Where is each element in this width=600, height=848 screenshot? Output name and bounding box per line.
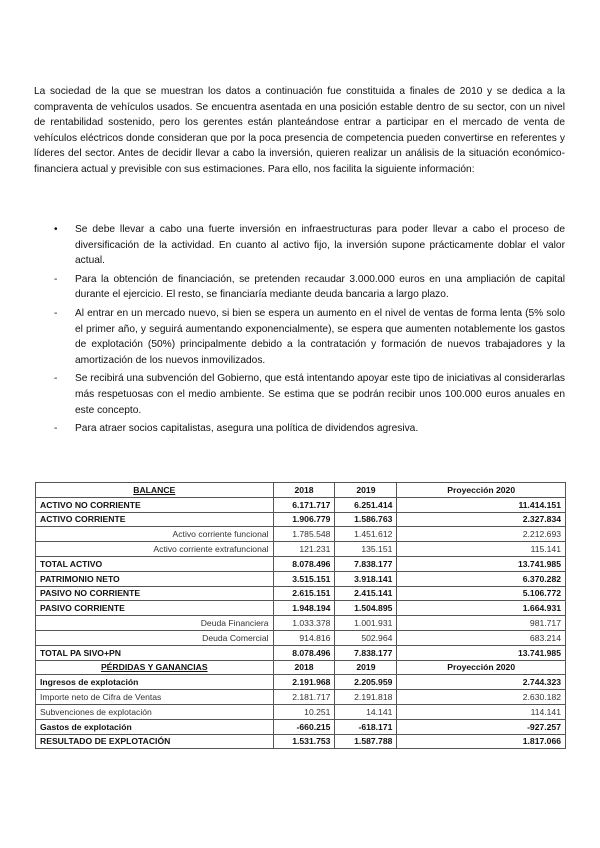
bullet-mark: - bbox=[54, 373, 58, 385]
value-2019: 7.838.177 bbox=[335, 645, 397, 660]
value-2020: 683.214 bbox=[397, 630, 566, 645]
bullet-item bbox=[34, 421, 565, 437]
bullet-text: Se recibirá una subvención del Gobierno, que está intentando apoyar este tipo de iniciativas al considerarlas más respetuosas con el medio ambiente. Se estima que se podrán recibir unos 100.000 euros anuales en este concepto. bbox=[75, 373, 565, 416]
value-2019: -618.171 bbox=[335, 719, 397, 734]
value-2019: 502.964 bbox=[335, 630, 397, 645]
value-2020: 11.414.151 bbox=[397, 497, 566, 512]
value-2020: 115.141 bbox=[397, 542, 566, 557]
value-2019: 2.191.818 bbox=[335, 690, 397, 705]
value-2018: 2.615.151 bbox=[273, 586, 335, 601]
value-2018: 3.515.151 bbox=[273, 571, 335, 586]
table-row bbox=[36, 616, 566, 631]
value-2019: 3.918.141 bbox=[335, 571, 397, 586]
table-row bbox=[36, 497, 566, 512]
row-label: Importe neto de Cifra de Ventas bbox=[36, 690, 274, 705]
value-2019: 7.838.177 bbox=[335, 556, 397, 571]
row-label: Activo corriente funcional bbox=[36, 527, 274, 542]
table-row bbox=[36, 542, 566, 557]
bullet-item bbox=[34, 306, 565, 368]
value-2020: 1.817.066 bbox=[397, 734, 566, 749]
value-2019: 1.586.763 bbox=[335, 512, 397, 527]
row-label: RESULTADO DE EXPLOTACIÓN bbox=[36, 734, 274, 749]
bullet-mark: - bbox=[54, 307, 58, 319]
table-row bbox=[36, 556, 566, 571]
row-label: Activo corriente extrafuncional bbox=[36, 542, 274, 557]
value-2020: 2.744.323 bbox=[397, 675, 566, 690]
value-2019: 1.451.612 bbox=[335, 527, 397, 542]
intro-paragraph: La sociedad de la que se muestran los datos a continuación fue constituida a finales de 2010 y se dedica a la compraventa de vehículos usados. Se encuentra asentada en una posición estable dentro de su sector, con un nivel de rentabilidad sostenido, pero los gerentes están planteándose entrar a participar en el mercado de venta de vehículos eléctricos donde consideran que por la poca presencia de competencia pueden convertirse en referentes y líderes del sector. Antes de decidir llevar a cabo la inversión, quieren realizar un análisis de la situación económico-financiera actual y previsible con sus estimaciones. Para ello, nos facilita la siguiente información: bbox=[34, 86, 565, 175]
value-2018: 1.948.194 bbox=[273, 601, 335, 616]
value-2020: 6.370.282 bbox=[397, 571, 566, 586]
table-row bbox=[36, 734, 566, 749]
bullet-item bbox=[34, 272, 565, 303]
column-header: 2019 bbox=[335, 483, 397, 498]
value-2018: 1.531.753 bbox=[273, 734, 335, 749]
bullet-item bbox=[34, 222, 565, 269]
value-2019: 1.587.788 bbox=[335, 734, 397, 749]
table-row bbox=[36, 704, 566, 719]
column-header: 2019 bbox=[335, 660, 397, 675]
value-2020: 1.664.931 bbox=[397, 601, 566, 616]
row-label: ACTIVO CORRIENTE bbox=[36, 512, 274, 527]
row-label: Deuda Comercial bbox=[36, 630, 274, 645]
row-label: TOTAL PA SIVO+PN bbox=[36, 645, 274, 660]
column-header: Proyección 2020 bbox=[397, 483, 566, 498]
table-row bbox=[36, 601, 566, 616]
column-header: Proyección 2020 bbox=[397, 660, 566, 675]
value-2018: 1.033.378 bbox=[273, 616, 335, 631]
column-header: 2018 bbox=[273, 483, 335, 498]
value-2018: 2.181.717 bbox=[273, 690, 335, 705]
balance-header-row bbox=[36, 483, 566, 498]
table-row bbox=[36, 630, 566, 645]
value-2018: 914.816 bbox=[273, 630, 335, 645]
value-2018: 121.231 bbox=[273, 542, 335, 557]
table-row bbox=[36, 675, 566, 690]
bullet-mark: • bbox=[54, 224, 58, 235]
value-2020: 2.212.693 bbox=[397, 527, 566, 542]
value-2019: 6.251.414 bbox=[335, 497, 397, 512]
value-2020: 13.741.985 bbox=[397, 645, 566, 660]
value-2019: 14.141 bbox=[335, 704, 397, 719]
value-2018: 8.078.496 bbox=[273, 556, 335, 571]
row-label: PASIVO CORRIENTE bbox=[36, 601, 274, 616]
row-label: ACTIVO NO CORRIENTE bbox=[36, 497, 274, 512]
table-row bbox=[36, 690, 566, 705]
value-2019: 1.001.931 bbox=[335, 616, 397, 631]
row-label: Gastos de explotación bbox=[36, 719, 274, 734]
value-2019: 2.415.141 bbox=[335, 586, 397, 601]
value-2018: 1.785.548 bbox=[273, 527, 335, 542]
value-2020: 5.106.772 bbox=[397, 586, 566, 601]
column-header: 2018 bbox=[273, 660, 335, 675]
value-2020: 2.327.834 bbox=[397, 512, 566, 527]
value-2019: 2.205.959 bbox=[335, 675, 397, 690]
bullet-mark: - bbox=[54, 273, 58, 285]
table-row bbox=[36, 512, 566, 527]
value-2018: 2.191.968 bbox=[273, 675, 335, 690]
value-2018: 1.906.779 bbox=[273, 512, 335, 527]
bullet-text: Se debe llevar a cabo una fuerte inversión en infraestructuras para poder llevar a cabo el proceso de diversificación de la actividad. En cuanto al activo fijo, la inversión supone prácticamente doblar el valor actual. bbox=[75, 224, 565, 267]
value-2018: -660.215 bbox=[273, 719, 335, 734]
row-label: Deuda Financiera bbox=[36, 616, 274, 631]
table-row bbox=[36, 571, 566, 586]
financial-table bbox=[35, 482, 566, 749]
value-2020: 981.717 bbox=[397, 616, 566, 631]
bullet-text: Para atraer socios capitalistas, asegura una política de dividendos agresiva. bbox=[75, 423, 419, 435]
table-row bbox=[36, 719, 566, 734]
value-2019: 135.151 bbox=[335, 542, 397, 557]
row-label: TOTAL ACTIVO bbox=[36, 556, 274, 571]
value-2018: 8.078.496 bbox=[273, 645, 335, 660]
bullet-list bbox=[34, 222, 565, 440]
bullet-text: Para la obtención de financiación, se pretenden recaudar 3.000.000 euros en una ampliación de capital durante el ejercicio. El resto, se financiaría mediante deuda bancaria a largo plazo. bbox=[75, 273, 565, 301]
bullet-item bbox=[34, 371, 565, 418]
value-2020: 13.741.985 bbox=[397, 556, 566, 571]
balance-title: BALANCE bbox=[36, 483, 274, 498]
row-label: PATRIMONIO NETO bbox=[36, 571, 274, 586]
table-row bbox=[36, 645, 566, 660]
pyg-header-row bbox=[36, 660, 566, 675]
value-2020: 2.630.182 bbox=[397, 690, 566, 705]
row-label: Subvenciones de explotación bbox=[36, 704, 274, 719]
value-2018: 6.171.717 bbox=[273, 497, 335, 512]
bullet-text: Al entrar en un mercado nuevo, si bien se espera un aumento en el nivel de ventas de forma lenta (5% solo el primer año, y seguirá aumentando exponencialmente), se espera que aumenten notablemente los gastos de explotación (50%) principalmente debido a la contratación y formación de nuevos trabajadores y la amortización de los nuevos inmovilizados. bbox=[75, 307, 565, 366]
bullet-mark: - bbox=[54, 423, 58, 435]
value-2020: -927.257 bbox=[397, 719, 566, 734]
value-2018: 10.251 bbox=[273, 704, 335, 719]
table-row bbox=[36, 527, 566, 542]
value-2019: 1.504.895 bbox=[335, 601, 397, 616]
row-label: Ingresos de explotación bbox=[36, 675, 274, 690]
pyg-title: PÉRDIDAS Y GANANCIAS bbox=[36, 660, 274, 675]
table-row bbox=[36, 586, 566, 601]
row-label: PASIVO NO CORRIENTE bbox=[36, 586, 274, 601]
value-2020: 114.141 bbox=[397, 704, 566, 719]
